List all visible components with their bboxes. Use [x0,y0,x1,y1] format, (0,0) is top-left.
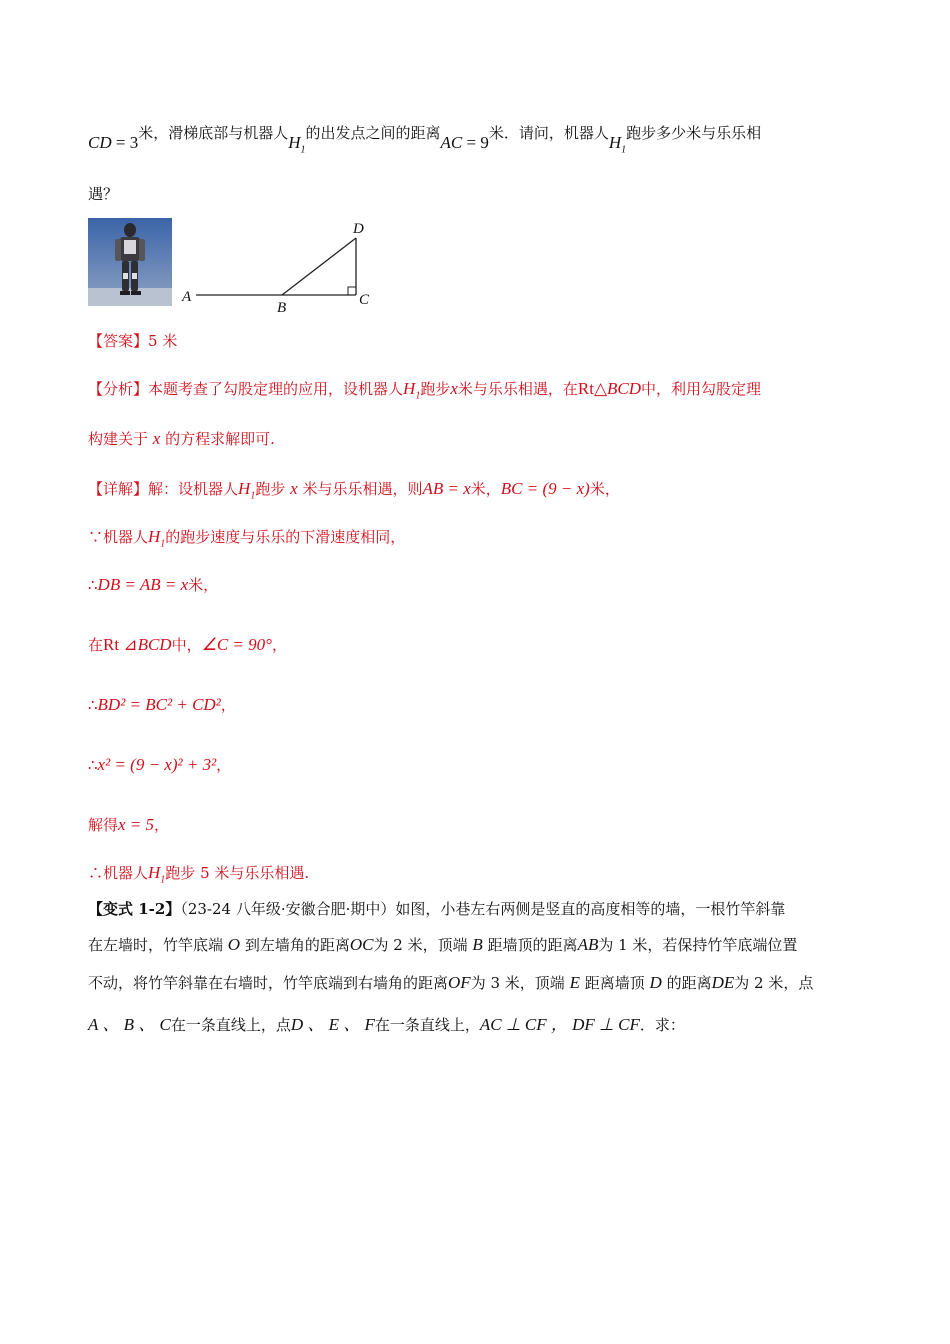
analysis-tag: 【分析】 [88,380,149,398]
ac-value: 9 [480,133,489,152]
detail-line-6: ∴x² = (9 − x)² + 3²， [88,755,232,774]
label-b: B [277,300,287,316]
label-a: A [182,289,192,305]
h1-symbol: $H_1$ [288,133,306,156]
detail-line-1: 【详解】解：设机器人$H_1$跑步 x 米与乐乐相遇，则AB = x米，BC = (9 − x)米， [88,479,620,502]
variant-line-2: 在左墙时，竹竿底端 O 到左墙角的距离OC为 2 米，顶端 B 距墙顶的距离AB为 1 米，若保持竹竿底端位置 [88,935,798,954]
problem-text-4: 跑步多少米与乐乐相 [626,124,762,142]
h1-symbol-2: $H_1$ [608,133,627,156]
problem-line-1: CD = 3米，滑梯底部与机器人$H_1$的出发点之间的距离AC = 9米．请问，机器人$H_1$跑步多少米与乐乐相 [88,124,762,156]
cd-value: 3 [129,133,139,152]
label-c: C [359,292,370,308]
cd-symbol: CD [88,133,112,152]
ac-symbol: AC [440,133,463,152]
variant-line-1: 【变式 1-2】（23-24 八年级·安徽合肥·期中）如图，小巷左右两侧是竖直的高度相等的墙，一根竹竿斜靠 [88,900,786,918]
detail-line-5: ∴BD² = BC² + CD²， [88,695,236,714]
variant-line-3: 不动，将竹竿斜靠在右墙时，竹竿底端到右墙角的距离OF为 3 米，顶端 E 距离墙顶 D 的距离DE为 2 米，点 [88,973,814,992]
label-d: D [353,221,364,237]
detail-tag: 【详解】 [88,480,149,498]
detail-line-7: 解得x = 5， [88,815,170,834]
analysis-line-1: 【分析】本题考查了勾股定理的应用，设机器人$H_1$跑步x米与乐乐相遇，在Rt△BCD中，利用勾股定理 [88,379,762,402]
problem-text-2: 的出发点之间的距离 [305,124,441,142]
answer-line [88,330,177,351]
problem-text-3: 米．请问，机器人 [488,124,609,142]
answer-tag: 【答案】 [88,332,149,350]
detail-line-3: ∴DB = AB = x米， [88,575,219,594]
variant-tag: 【变式 1-2】 [88,900,181,918]
triangle-figure [178,216,378,316]
segment-bd [282,238,356,295]
analysis-line-2: 构建关于 x 的方程求解即可. [88,429,275,448]
problem-line-2: 遇？ [88,185,119,203]
variant-line-4: A 、 B 、 C在一条直线上，点D 、 E 、 F在一条直线上，AC ⊥ CF ， DF ⊥ CF．求： [88,1015,685,1034]
answer-text: 5 米 [148,332,178,350]
detail-line-2: ∵机器人$H_1$的跑步速度与乐乐的下滑速度相同， [88,527,406,550]
detail-line-4: 在Rt ⊿BCD中，∠C = 90°， [88,635,287,654]
right-angle-mark [348,287,356,295]
robot-photo [88,218,172,306]
detail-line-8: ∴机器人$H_1$跑步 5 米与乐乐相遇. [88,863,310,886]
problem-text-1: 米，滑梯底部与机器人 [138,124,289,142]
